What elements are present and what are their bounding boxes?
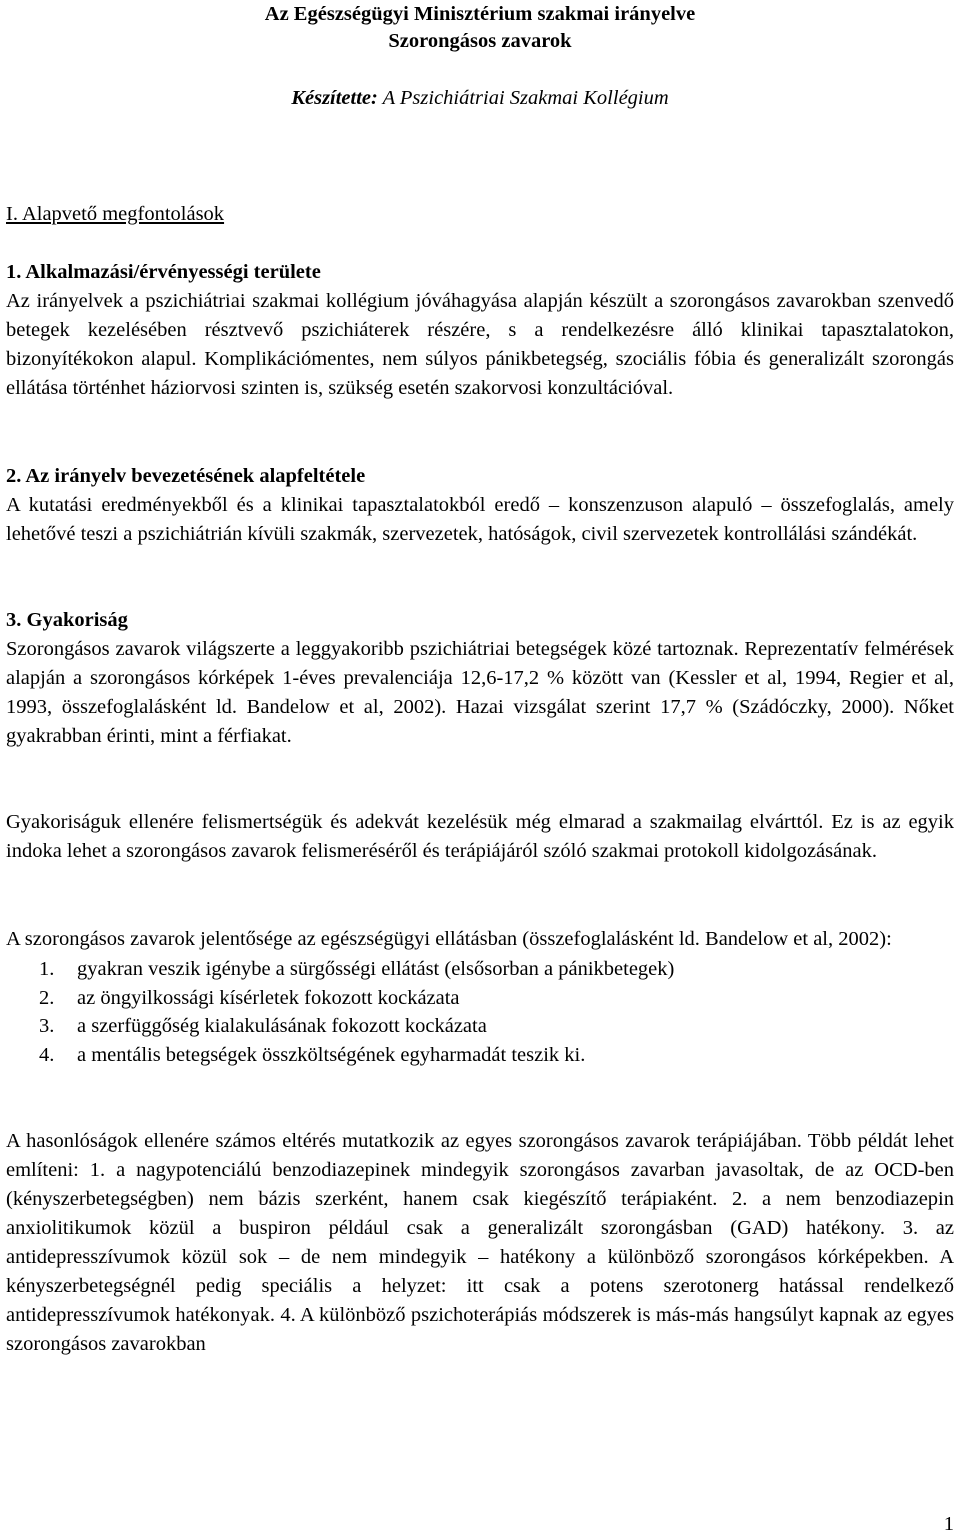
page-number: 1 xyxy=(943,1513,954,1535)
paragraph-recognition: Gyakoriságuk ellenére felismertségük és adekvát kezelésük még elmarad a szakmailag elvárttól. Ez is az egyik indoka lehet a szorongásos zavarok felismeréséről és terápiájáról szóló szakmai protokoll kidolgozásának. xyxy=(6,811,954,862)
document-subtitle: Szorongásos zavarok xyxy=(388,30,572,52)
subsection-2-text: A kutatási eredményekből és a klinikai tapasztalatokból eredő – konszenzuson alapuló – összefoglalás, amely lehetővé teszi a pszichiátrián kívüli szakmák, szervezetek, hatóságok, civil szervezetek kontrollálási szándékát. xyxy=(6,494,954,545)
subsection-2-heading: 2. Az irányelv bevezetésének alapfeltétele xyxy=(6,465,366,487)
subsection-2 xyxy=(6,462,954,549)
list-item: 1. gyakran veszik igénybe a sürgősségi ellátást (elsősorban a pánikbetegek) xyxy=(39,958,675,980)
author-line xyxy=(6,84,954,113)
subsection-3-text: Szorongásos zavarok világszerte a leggyakoribb pszichiátriai betegségek közé tartoznak. Reprezentatív felmérések alapján a szorongásos kórképek 1-éves prevalenciája 12,6-17,2 % között van (Kessler et al, 1994, Regier et al, 1993, összefoglalásként ld. Bandelow et al, 2002). Hazai vizsgálat szerint 17,7 % (Szádóczky, 2000). Nőket gyakrabban érinti, mint a férfiakat. xyxy=(6,638,954,747)
author-label: Készítette: xyxy=(291,87,378,109)
author-value: A Pszichiátriai Szakmai Kollégium xyxy=(377,87,669,109)
subsection-3-heading: 3. Gyakoriság xyxy=(6,609,128,631)
subsection-1-text: Az irányelvek a pszichiátriai szakmai kollégium jóváhagyása alapján készült a szorongásos zavarokban szenvedő betegek kezelésében résztvevő pszichiáterek részére, s a rendelkezésre álló klinikai tapasztalatokon, bizonyítékokon alapul. Komplikációmentes, nem súlyos pánikbetegség, szociális fóbia és generalizált szorongás ellátása történhet háziorvosi szinten is, szükség esetén szakorvosi konzultációval. xyxy=(6,290,954,399)
paragraph-differences: A hasonlóságok ellenére számos eltérés mutatkozik az egyes szorongásos zavarok terápiájában. Több példát lehet említeni: 1. a nagypotenciálú benzodiazepinek mindegyik szorongásos zavarban javasoltak, de az OCD-ben (kényszerbetegségben) nem bázis szerként, hanem csak kiegészítő terápiaként. 2. a nem benzodiazepin anxiolitikumok közül a buspiron például csak a generalizált szorongásban (GAD) hatékony. 3. az antidepresszívumok közül sok – de nem mindegyik – hatékony a különböző szorongásos kórképekben. A kényszerbetegségnél pedig speciális a helyzet: itt csak a potens szerotonerg hatással rendelkező antidepresszívumok hatékonyak. 4. A különböző pszichoterápiás módszerek is más-más hangsúlyt kapnak az egyes szorongásos zavarokban xyxy=(6,1130,954,1355)
section-heading: I. Alapvető megfontolások xyxy=(6,203,225,225)
paragraph-significance: A szorongásos zavarok jelentősége az egészségügyi ellátásban (összefoglalásként ld. Bandelow et al, 2002): xyxy=(6,928,892,950)
list-item: 3. a szerfüggőség kialakulásának fokozott kockázata xyxy=(39,1015,487,1037)
subsection-1-heading: 1. Alkalmazási/érvényességi területe xyxy=(6,261,321,283)
subsection-3 xyxy=(6,606,954,751)
list-item: 2. az öngyilkossági kísérletek fokozott kockázata xyxy=(39,986,460,1009)
significance-list xyxy=(39,955,674,1069)
list-item: 4. a mentális betegségek összköltségének egyharmadát teszik ki. xyxy=(39,1043,586,1066)
document-title: Az Egészségügyi Minisztérium szakmai irányelve xyxy=(264,3,696,25)
subsection-1 xyxy=(6,258,954,403)
